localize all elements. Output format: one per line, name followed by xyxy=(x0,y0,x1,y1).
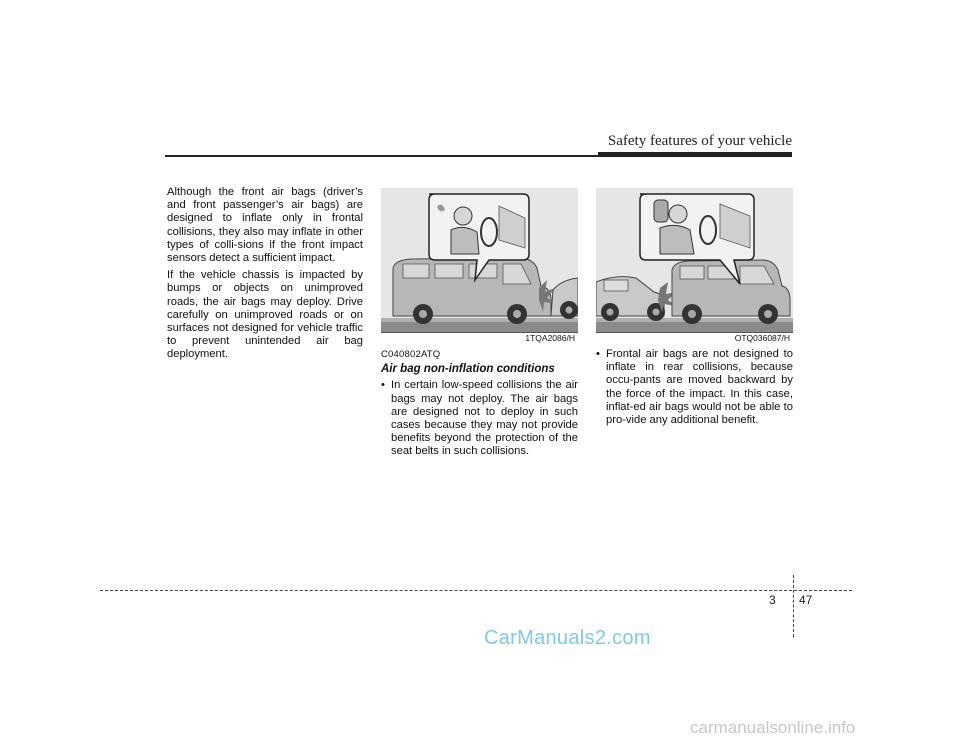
figure-rear-collision xyxy=(596,188,793,345)
figure-low-speed-collision xyxy=(381,188,578,345)
text-column-1 xyxy=(167,186,363,366)
watermark-text: carmanualsonline.info xyxy=(690,718,856,737)
text-column-2 xyxy=(381,348,578,463)
figure-caption: OTQ036087/H xyxy=(734,333,790,343)
paragraph: If the vehicle chassis is impacted by bumps or objects on unimproved roads, the air bags may deploy. Drive carefully on unimproved roads or on surfaces not designed for vehicle traffic to prevent unintended air bag deployment. xyxy=(167,269,363,361)
collision-illustration-1 xyxy=(381,188,578,345)
footer-divider xyxy=(793,575,794,637)
collision-illustration-2 xyxy=(596,188,793,345)
section-code: C040802ATQ xyxy=(381,349,441,360)
footer-rule xyxy=(100,590,852,591)
bullet-item: • Frontal air bags are not designed to inflate in rear collisions, because occu-pants are moved backward by the force of the impact. In this case, inflat-ed air bags would not be able to pro-vide any additional benefit. xyxy=(596,348,793,427)
bullet-item: • In certain low-speed collisions the air bags may not deploy. The air bags are designed not to deploy in such cases because they may not provide benefits beyond the protection of the seat belts in such collisions. xyxy=(381,379,578,458)
header-rule-accent xyxy=(598,152,792,156)
watermark-link[interactable]: CarManuals2.com xyxy=(484,627,651,649)
page-number: 47 xyxy=(799,593,813,607)
paragraph: Although the front air bags (driver’s and front passenger’s air bags) are designed to inflate only in frontal collisions, they also may inflate in other types of colli-sions if the front impact sensors detect a sufficient impact. xyxy=(167,186,363,265)
figure-caption: 1TQA2086/H xyxy=(525,333,575,343)
section-number: 3 xyxy=(769,593,776,607)
subheading: Air bag non-inflation conditions xyxy=(381,363,555,376)
text-column-3 xyxy=(596,348,793,431)
page-header-title: Safety features of your vehicle xyxy=(607,133,792,149)
